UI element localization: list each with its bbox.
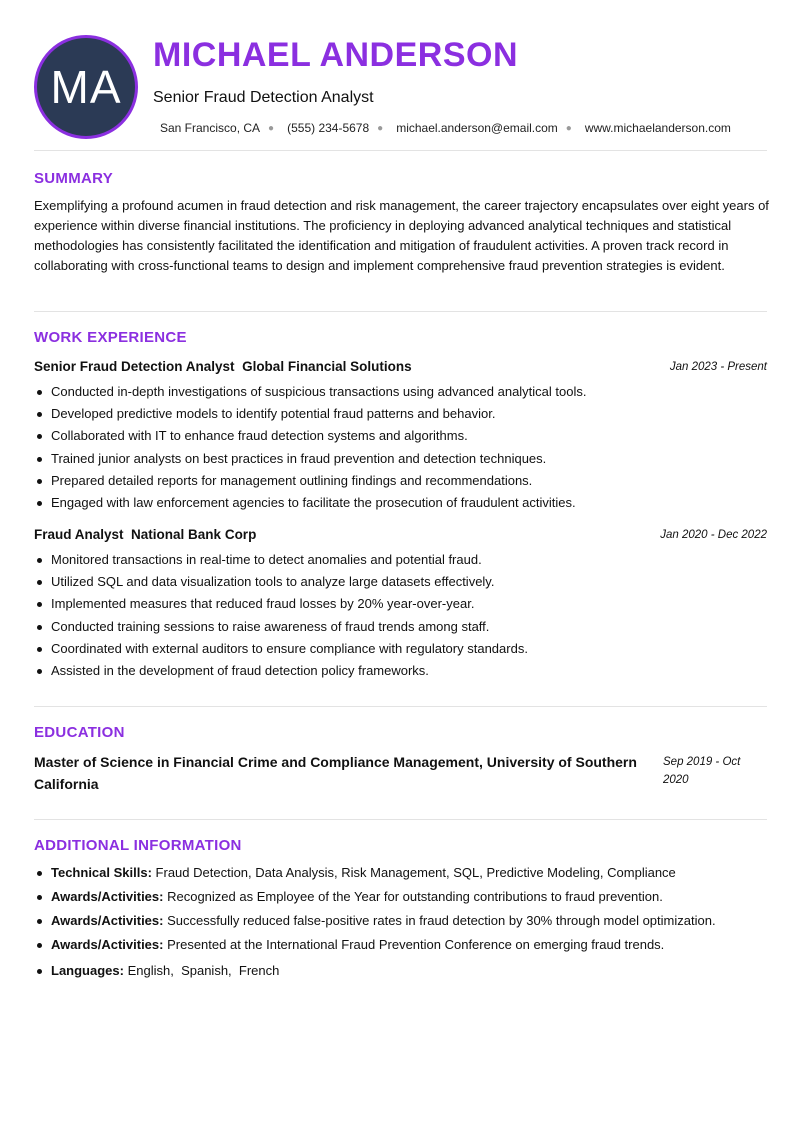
list-item	[34, 959, 767, 983]
list-item	[34, 861, 767, 885]
job-title: Fraud Analyst	[34, 527, 124, 542]
candidate-title: Senior Fraud Detection Analyst	[153, 89, 374, 106]
education-dates: Sep 2019 - Oct 2020	[663, 756, 741, 786]
info-label: Awards/Activities:	[51, 937, 164, 952]
job-dates: Jan 2023 - Present	[669, 361, 767, 373]
contact-location: San Francisco, CA	[160, 121, 261, 135]
info-label: Languages:	[51, 963, 124, 978]
education-heading: EDUCATION	[34, 724, 125, 741]
info-label: Technical Skills:	[51, 865, 152, 880]
job-title: Senior Fraud Detection Analyst	[34, 359, 235, 374]
separator-dot-icon: ●	[377, 122, 384, 134]
divider	[34, 706, 767, 707]
info-value: Presented at the International Fraud Prevention Conference on emerging fraud trends.	[167, 937, 665, 952]
contact-bar	[160, 121, 731, 135]
list-item: Conducted in-depth investigations of suspicious transactions using advanced analytical tools.	[34, 381, 767, 403]
job-company: National Bank Corp	[131, 527, 257, 542]
summary-text: Exemplifying a profound acumen in fraud detection and risk management, the career trajectory encapsulates over eight years of experience within diverse financial institutions. The proficiency in deploying advanced analytical techniques and statistical methodologies has consistently facilitated the identification and mitigation of fraudulent activities. A proven track record in collaborating with cross-functional teams to design and implement comprehensive fraud prevention strategies is evident.	[34, 198, 769, 273]
avatar	[34, 35, 138, 139]
contact-email[interactable]: michael.anderson@email.com	[396, 121, 558, 135]
avatar-initials: MA	[50, 61, 122, 113]
summary-heading: SUMMARY	[34, 170, 114, 187]
list-item: Conducted training sessions to raise awareness of fraud trends among staff.	[34, 616, 767, 638]
job-bullets	[34, 549, 767, 682]
list-item: Trained junior analysts on best practices in fraud prevention and detection techniques.	[34, 448, 767, 470]
list-item: Utilized SQL and data visualization tools to analyze large datasets effectively.	[34, 571, 767, 593]
list-item: Prepared detailed reports for management outlining findings and recommendations.	[34, 470, 767, 492]
contact-phone: (555) 234-5678	[287, 121, 370, 135]
job-bullets	[34, 381, 767, 514]
info-value: Recognized as Employee of the Year for outstanding contributions to fraud prevention.	[167, 889, 663, 904]
job-dates: Jan 2020 - Dec 2022	[660, 529, 767, 541]
additional-list	[34, 861, 767, 983]
experience-heading: WORK EXPERIENCE	[34, 329, 187, 346]
list-item: Collaborated with IT to enhance fraud detection systems and algorithms.	[34, 425, 767, 447]
divider	[34, 311, 767, 312]
info-label: Awards/Activities:	[51, 913, 164, 928]
separator-dot-icon: ●	[268, 122, 275, 134]
list-item: Assisted in the development of fraud detection policy frameworks.	[34, 660, 767, 682]
divider	[34, 150, 767, 151]
contact-website[interactable]: www.michaelanderson.com	[584, 121, 731, 135]
list-item: Engaged with law enforcement agencies to facilitate the prosecution of fraudulent activities.	[34, 492, 767, 514]
list-item	[34, 933, 767, 957]
info-value: Fraud Detection, Data Analysis, Risk Management, SQL, Predictive Modeling, Compliance	[155, 865, 676, 880]
info-label: Awards/Activities:	[51, 889, 164, 904]
education-degree: Master of Science in Financial Crime and Compliance Management, University of Southern California	[34, 754, 637, 792]
list-item	[34, 909, 767, 933]
additional-heading: ADDITIONAL INFORMATION	[34, 837, 242, 854]
info-value: Successfully reduced false-positive rates in fraud detection by 30% through model optimization.	[167, 913, 716, 928]
divider	[34, 819, 767, 820]
job-header	[34, 527, 767, 542]
list-item: Coordinated with external auditors to ensure compliance with regulatory standards.	[34, 638, 767, 660]
list-item	[34, 885, 767, 909]
list-item: Developed predictive models to identify potential fraud patterns and behavior.	[34, 403, 767, 425]
info-value: English, Spanish, French	[127, 963, 280, 978]
job-company: Global Financial Solutions	[242, 359, 412, 374]
candidate-name: MICHAEL ANDERSON	[153, 36, 519, 74]
list-item: Monitored transactions in real-time to detect anomalies and potential fraud.	[34, 549, 767, 571]
job-header	[34, 359, 767, 374]
list-item: Implemented measures that reduced fraud losses by 20% year-over-year.	[34, 593, 767, 615]
separator-dot-icon: ●	[565, 122, 572, 134]
